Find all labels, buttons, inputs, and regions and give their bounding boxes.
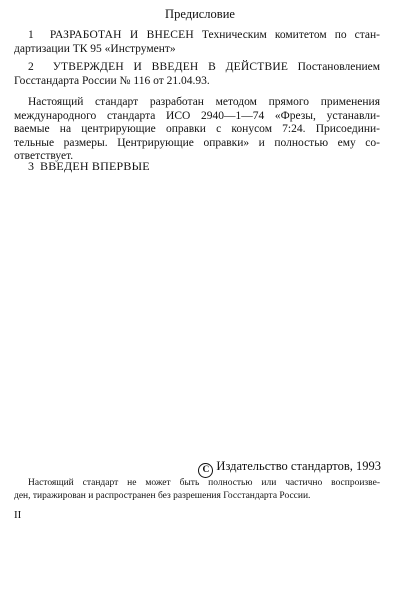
paragraph-line: ответствует. [14, 150, 74, 162]
paragraph-line: дартизации ТК 95 «Инструмент» [14, 42, 176, 55]
copyright-text: Издательство стандартов, 1993 [216, 459, 381, 473]
paragraph-text: Постановлением [297, 61, 381, 73]
paragraph-line: тельные размеры. Центрирующие оправки» и полностью ему со- [14, 136, 380, 149]
paragraph-line [14, 160, 380, 174]
paragraph-text: Техническим комитетом по стан- [201, 29, 380, 41]
paragraph-line [14, 29, 380, 43]
page-number: II [14, 509, 22, 521]
paragraph-standard-basis [14, 96, 380, 164]
paragraph-caps-lead: УТВЕРЖДЕН И ВВЕДЕН В ДЕЙСТВИЕ [52, 61, 289, 73]
paragraph-number: 1 [28, 29, 34, 41]
paragraph-number: 3 [28, 159, 34, 173]
reproduction-notice [14, 477, 380, 502]
paragraph-caps-lead: РАЗРАБОТАН И ВНЕСЕН [49, 29, 194, 41]
copyright-icon: C [198, 463, 213, 478]
paragraph-line: ваемые на центрирующие оправки с конусом 7:24. Присоедини- [14, 123, 380, 135]
page-heading: Предисловие [165, 7, 235, 21]
paragraph-line: международного стандарта ИСО 2940—1—74 «Фрезы, устанавли- [14, 109, 380, 122]
paragraph-approved [14, 61, 380, 88]
notice-line: Настоящий стандарт не может быть полностью или частично воспроизве- [28, 478, 380, 488]
paragraph-number: 2 [28, 61, 34, 73]
paragraph-line: Госстандарта России № 116 от 21.04.93. [14, 74, 210, 87]
paragraph-line [14, 61, 380, 75]
notice-line: ден, тиражирован и распространен без разрешения Госстандарта России. [14, 490, 311, 501]
paragraph-developed-by [14, 29, 380, 56]
paragraph-introduced-first [14, 160, 380, 174]
paragraph-line: Настоящий стандарт разработан методом прямого применения [28, 96, 380, 108]
copyright-line [198, 459, 381, 478]
paragraph-caps-lead: ВВЕДЕН ВПЕРВЫЕ [40, 159, 150, 173]
